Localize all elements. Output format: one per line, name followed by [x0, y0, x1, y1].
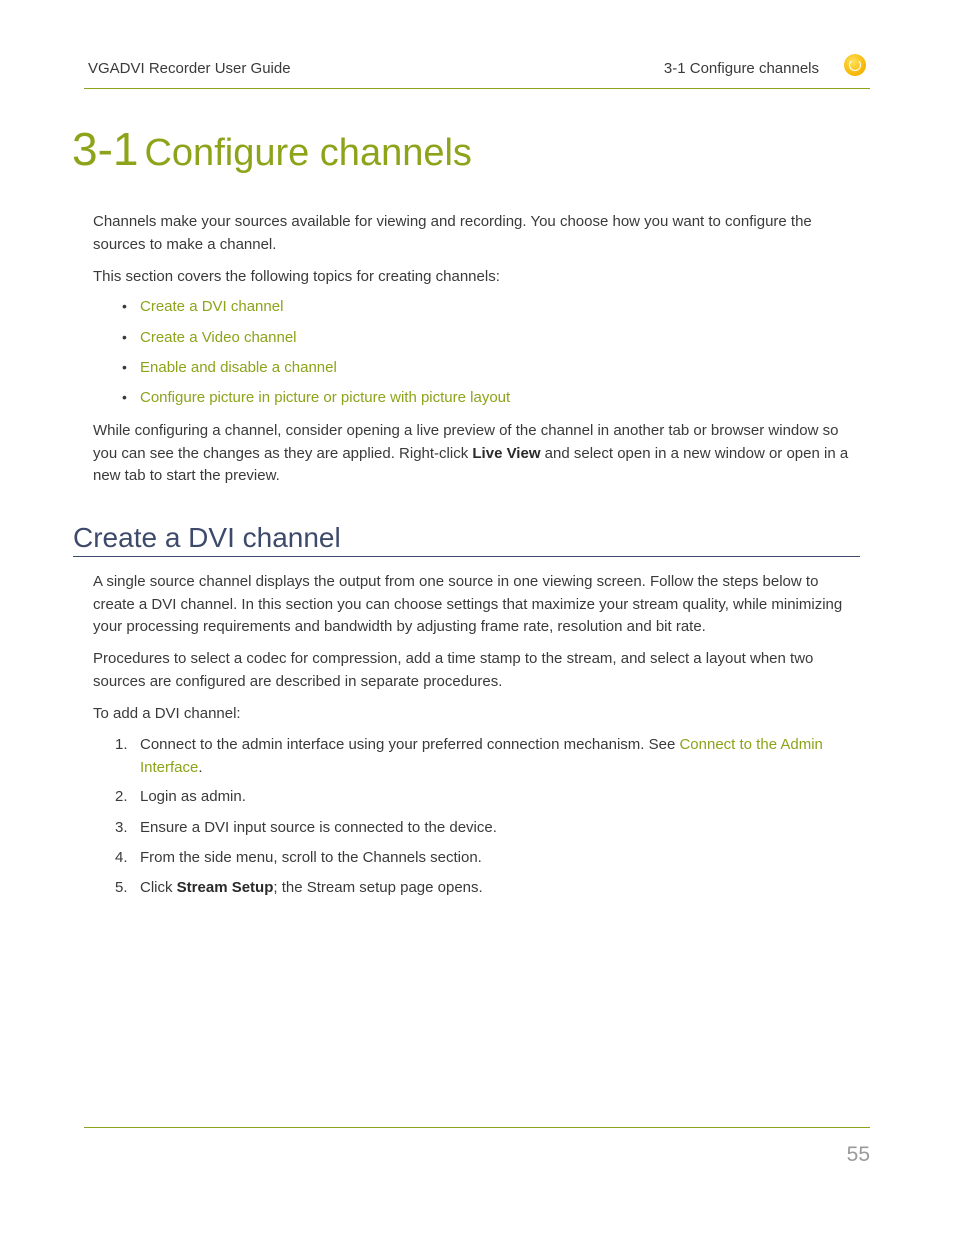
page-title [72, 122, 472, 176]
page-header [84, 56, 870, 89]
intro-paragraph: Channels make your sources available for viewing and recording. You choose how you want to configure the sources to make a channel. [93, 213, 812, 253]
step-number: 4. [115, 849, 128, 866]
epiphan-logo-icon [844, 54, 866, 76]
topics-intro: This section covers the following topics for creating channels: [93, 268, 500, 285]
step-5-end: ; the Stream setup page opens. [273, 879, 483, 896]
preview-paragraph [93, 420, 859, 488]
topic-link-pip[interactable]: Configure picture in picture or picture with picture layout [140, 389, 511, 406]
step-text: Login as admin. [140, 788, 246, 805]
admin-interface-link[interactable]: Connect to the Admin Interface [140, 736, 823, 776]
running-section-title: 3-1 Configure channels [663, 60, 819, 77]
step-text [140, 734, 860, 779]
topic-link-enable[interactable]: Enable and disable a channel [140, 359, 337, 376]
chapter-number: 3-1 [72, 123, 139, 175]
dvi-paragraph-3: To add a DVI channel: [93, 705, 241, 722]
chapter-title: Configure channels [144, 132, 472, 174]
guide-title: VGADVI Recorder User Guide [88, 60, 291, 77]
footer-divider [84, 1127, 870, 1128]
dvi-paragraph-1: A single source channel displays the output from one source in one viewing screen. Follow the steps below to create a DVI channel. In this section you can choose settings that maximize your stream quality, while minimizing your processing requirements and bandwidth by adjusting frame rate, resolution and bit rate. [93, 573, 843, 635]
step-text: Ensure a DVI input source is connected to the device. [140, 819, 497, 836]
bullet-icon: • [122, 359, 127, 375]
bullet-icon: • [122, 298, 127, 314]
live-view-label: Live View [472, 444, 541, 462]
step-number: 5. [115, 879, 128, 896]
step-number: 1. [115, 736, 128, 753]
bullet-icon: • [122, 389, 127, 405]
preview-text-1: While configuring a channel, consider opening a live preview of the channel in another tab or browser window so you can see the changes as they are applied. Right-click [93, 422, 839, 462]
stream-setup-label: Stream Setup [176, 879, 274, 896]
section-heading: Create a DVI channel [73, 522, 860, 557]
dvi-paragraph-2: Procedures to select a codec for compression, add a time stamp to the stream, and select a layout when two sources are configured are described in separate procedures. [93, 650, 814, 690]
step-1-end: . [198, 758, 203, 776]
step-text: From the side menu, scroll to the Channels section. [140, 849, 482, 866]
topic-link-video[interactable]: Create a Video channel [140, 329, 297, 346]
step-number: 3. [115, 819, 128, 836]
step-number: 2. [115, 788, 128, 805]
preview-text-2: and select open in a new window or open in a new tab to start the preview. [93, 444, 849, 484]
step-text [140, 877, 860, 900]
topic-link-dvi[interactable]: Create a DVI channel [140, 298, 284, 315]
bullet-icon: • [122, 329, 127, 345]
step-1-text: Connect to the admin interface using your preferred connection mechanism. See [140, 736, 680, 753]
step-5-text: Click [140, 879, 177, 896]
page-number: 55 [846, 1143, 870, 1166]
